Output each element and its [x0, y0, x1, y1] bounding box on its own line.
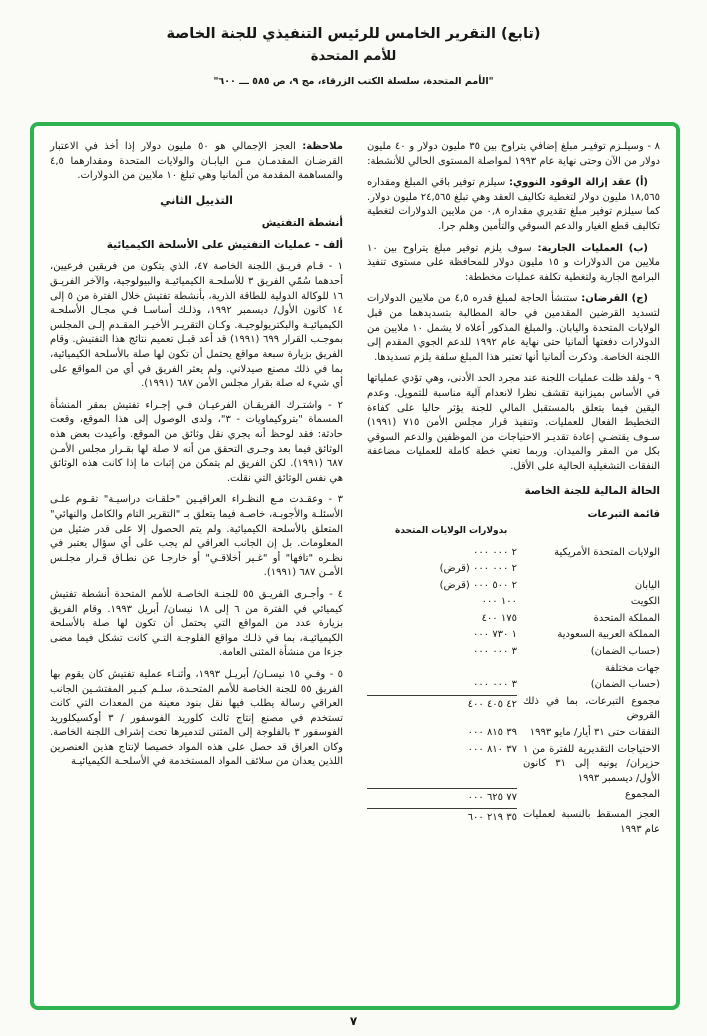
note-label: ملاحظة:	[302, 141, 343, 152]
contributor-label: المجموع	[625, 789, 660, 801]
funding-item-c: (ج)​ القرضان: ستنشأ الحاجة لمبلغ قدره ٤,٥ من ملايين الدولارات لتسديد القرضين المقدمين في حالة المطالبة بتسديدهما من قبل الولايات المتحدة واليابان. والمبلغ المذكور أعلاه لا يشمل ١٠ ملايين من الدولارات دفعتها ألمانيا حتى نهاية عام ١٩٩٢ للدعم الجوي المقدم إلى اللجنة الخاصة. وذكرت ألمانيا أنها تعتبر هذا المبلغ سلفة يلزم تسديدها.	[367, 293, 660, 363]
contributor-label: العجز المسقط بالنسبة لعمليات عام ١٩٩٣	[523, 809, 660, 835]
item-a-label: عقد إزالة الوقود النووي:	[508, 177, 632, 189]
funding-item-a: (أ)​ عقد إزالة الوقود النووي: سيلزم توفير باقي المبلغ ومقداره ١٨,٥٦٥ مليون دولار لتغطية تكاليف العقد وهي تبلغ ٢٤,٥٦٥ مليون دولار. كما سيلزم توفير مبلغ تقديري مقداره ٠,٨ من ملايين الدولارات لتغطية تكاليف قطع الغيار والدعم السوقي والتأمين وهلم جرا.	[367, 177, 660, 232]
note-text: العجز الإجمالي هو ٥٠ مليون دولار إذا أخذ في الاعتبار القرضـان المقدمـان مـن اليابـان والولايات المتحدة ومقدارهما ٤,٥ والمساهمة المقدمة من ألمانيا وهي تبلغ ١٠ ملايين من الدولارات.	[50, 141, 343, 182]
table-row	[367, 662, 660, 677]
amount-value: ٢ ٠٠٠ ٠٠٠ (قرض)	[439, 563, 517, 575]
document-header	[0, 0, 707, 87]
table-row	[367, 546, 660, 561]
para-8: ٨ - وسيلـزم توفيـر مبلغ إضافي يتراوح بين ٣٥ مليون دولار و ٤٠ مليون دولار من الآن وحتى نهاية عام ١٩٩٣ لمواصلة المستوى الحالي للأنشطة:	[367, 141, 661, 167]
item-c-text: ستنشأ الحاجة لمبلغ قدره ٤,٥ من ملايين الدولارات لتسديد القرضين المقدمين في حالة المطالبة بتسديدهما من قبل الولايات المتحدة واليابان. والمبلغ المذكور أعلاه لا يشمل ١٠ ملايين من الدولارات دفعتها ألمانيا حتى نهاية عام ١٩٩٢ للدعم الجوي المقدم إلى اللجنة الخاصة. وذكرت ألمانيا أنها تعتبر هذا المبلغ سلفة يلزم تسديدها.	[367, 293, 660, 363]
table-row	[367, 612, 660, 627]
contributor-label: اليابان	[634, 579, 660, 591]
item-c-marker: (ج)	[631, 293, 648, 305]
para-4: ٤ - وأجـرى الفريـق ٥٥ للجنـة الخاصـة للأمم المتحدة أنشطة تفتيش كيميائي في الفترة من ٦ إلى ١٨ نيسان/ أبريل ١٩٩٣. وقام الفريق بزيارة عدد من المواقع التي يحتمل أن تكون لها صلة بالأسلحة الكيميائيـة، بما في ذلـك مواقع الفلوجـة التـي كانت تشكل فيما مضى جزءا من منشأة المثنى العامة.	[50, 588, 344, 659]
table-row	[367, 678, 660, 693]
table-row	[367, 743, 660, 787]
amount-value: ٢ ٠٠٠ ٠٠٠	[473, 546, 517, 558]
section-a-heading: ألف - عمليات التفتيش على الأسلحة الكيميائية	[106, 239, 343, 252]
item-c-label: القرضان:	[581, 293, 628, 305]
para-1: ١ - قـام فريـق اللجنة الخاصة ٤٧، الذي يتكون من فريقين فرعيين، أحدهما سُمّي الفريق ٣ للأسلحـة الكيميائيـة والبيولوجية، والآخر الفريـق ١٦ للوكالة الدولية للطاقة الذرية، بأنشطة تفتيش خلال الفترة من ٥ إلى ١٤ كانون الأول/ ديسمبر ١٩٩٢، وذلـك أساسـا فـي مجـال الأسلحـة الكيميائيـة والبكتريولوجيـة. وكـان التقريـر الأخيـر المقـدم إلـى المجلس بموجـب القرار ٦٩٩ (١٩٩١) قد أعد قبـل تعميم نتائج هذا التفتيش. وقام الفريق بزيارة سبعة مواقع يحتمل أن تكون لها صلة بالأسلحة الكيميائية، بما في ذلك مصنع صيدلاني. ولم يعثر الفريق في أي من المواقع على أي شيء له صلة بقرار مجلس الأمن ٦٨٧ (١٩٩١).	[50, 261, 344, 390]
contributor-label: الاحتياجات التقديرية للفترة من ١ حزيران/ يونيه إلى ٣١ كانون الأول/ ديسمبر ١٩٩٣	[523, 743, 660, 784]
item-a-text: سيلزم توفير باقي المبلغ ومقداره ١٨,٥٦٥ مليون دولار لتغطية تكاليف العقد وهي تبلغ ٢٤,٥٦٥ مليون دولار. كما سيلزم توفير مبلغ تقديري مقداره ٠,٨ من ملايين الدولارات لتغطية تكاليف قطع الغيار والدعم السوقي والتأمين وهلم جرا.	[367, 177, 660, 232]
contributor-label: جهات مختلفة	[605, 662, 660, 674]
table-row-total	[367, 808, 660, 837]
contributions-table	[367, 508, 660, 837]
item-b-marker: (ب)	[628, 242, 648, 254]
table-row	[367, 595, 660, 610]
report-title-org: للأمم المتحدة	[310, 49, 397, 64]
table-row	[367, 562, 660, 577]
report-title: (تابع) التقرير الخامس للرئيس التنفيذي للجنة الخاصة	[166, 26, 541, 42]
appendix-heading: التذييل الثاني	[160, 193, 233, 207]
contributor-label: المملكة العربية السعودية	[557, 629, 660, 641]
amount-value: ٤٢ ٤٠٥ ٤٠٠	[367, 695, 517, 713]
item-b-label: العمليات الجارية:	[537, 242, 623, 254]
contributions-table-title: قائمة التبرعات	[587, 508, 660, 520]
source-citation: "الأمم المتحدة، سلسلة الكتب الزرقاء، مج ٩، ص ٥٨٥ ـــ ٦٠٠"	[213, 76, 494, 87]
amount-value: ٧٧ ٦٢٥ ٠٠٠	[367, 788, 517, 806]
document-footer	[0, 1010, 707, 1029]
column-left	[50, 140, 343, 998]
annotation-highlight-box	[30, 122, 680, 1010]
para-3: ٣ - وعقـدت مـع النظـراء العراقيـين "حلقـات دراسيـة" تقـوم علـى الأسئلـة والأجوبـة، خاصـة فيما يتعلق بـ "التقرير التام والكامل والنهائي" المتعلق بالأسلحة الكيميائية. ولم يتم الحصول إلا على قدر ضئيل من المعلومات. بل إن الجانب العراقي لم يجب على أي سؤال يعتبر في نظـره "تافها" أو "غـير أخلاقـي" أو خارجـا عن نطـاق قـرار مجلـس الأمـن ٦٨٧ (١٩٩١).	[50, 494, 343, 579]
two-column-text	[50, 140, 660, 998]
para-5: ٥ - وفـي ١٥ نيسـان/ أبريـل ١٩٩٣، وأثنـاء عملية تفتيش كان يقوم بها الفريق ٥٥ للجنة الخاصة للأمم المتحـدة، سلـم كبـير المفتشـين الجانب العراقي رسالة يطلب فيها نقل بنود معينة من المعدات التي كانت تستخدم في مصنع إنتاج ثالث كلوريد الفوسفور / ٣ أوكسيكلوريد الفوسفور ٣ بالفلوجة إلى المثنى لتدميرها تحت إشراف اللجنة الخاصة. وكان العراق قد حصل على هذه المواد خصيصا لإنتاج هذين العنصرين اللذين يعدان من سلائف المواد المستخدمة في الأسلحـة الكيميائيـة	[50, 668, 343, 768]
contributor-label: الولايات المتحدة الأمريكية	[554, 546, 660, 558]
contributor-label: مجموع التبرعات، بما في ذلك القروض	[523, 695, 660, 722]
table-row-total	[367, 788, 660, 806]
table-row	[367, 645, 660, 660]
amount-value: ١٧٥ ٤٠٠	[481, 612, 517, 624]
para-9: ٩ - ولقد ظلت عمليات اللجنة عند مجرد الحد الأدنى، وهي تؤدي عملياتها في الأساس بميزانية تقشف نظرا لانعدام آلية مناسبة للتمويل. وعدم اليقين فيما يتعلق بالمستقبل المالي للجنة يؤثر حاليا على كفاءة التخطيط الفعال للعمليات. وتنفيذ قرار مجلس الأمن ٧١٥ (١٩٩١) سـوف يقتضـي إعادة تقديـر الاحتياجات من الموظفين والدعم السوقي بكل من المقر والميدان. وربما تعني خطة كاملة للعمليات مضاعفة النفقات التشغيلية الحالية على الأقل.	[367, 373, 660, 472]
amount-value: ٣٥ ٢١٩ ٦٠٠	[367, 808, 517, 826]
table-row	[367, 579, 660, 594]
item-b-text: سوف يلزم توفير مبلغ يتراوح بين ١٠ ملايين من الدولارات و ١٥ مليون دولار للمحافظة على مستوى تنفيذ البرامج الجارية ولتغطية تكلفة عمليات مخططة:	[367, 242, 660, 283]
contributor-label: الكويت	[630, 596, 660, 608]
amount-value: ٣٧ ٨١٠ ٠٠٠	[467, 743, 517, 755]
contributor-label: المملكة المتحدة	[593, 612, 660, 624]
para-2: ٢ - واشتـرك الفريقـان الفرعيـان فـي إجـراء تفتيش بمقر المنشأة المسماة "بتروكيماويات - ٣"، ولدى الوصول إلى هذا الموقع، وقعت حادثة: فقد لوحظ أنه يجري نقل وثائق من الموقع. وأعيدت بعض هذه الوثائق فيما بعد وجـرى التحقق من أنه لا صلة لها بقـرار مجلس الأمـن ٦٨٧ (١٩٩١). لكن الفريق لم يتمكن من إثبات ما إذا كانت هذه الوثائق هي نفس الوثائق التي نقلت.	[50, 399, 343, 484]
currency-unit-note: بدولارات الولايات المتحدة	[395, 526, 508, 537]
funding-item-b: (ب)​ العمليات الجارية: سوف يلزم توفير مبلغ يتراوح بين ١٠ ملايين من الدولارات و ١٥ مليون دولار للمحافظة على مستوى تنفيذ البرامج الجارية ولتغطية تكلفة عمليات مخططة:	[367, 242, 660, 283]
amount-value: ٣ ٠٠٠ ٠٠٠	[473, 679, 517, 691]
amount-value: ٣ ٠٠٠ ٠٠٠	[473, 646, 517, 658]
contributor-label: (حساب الضمان)	[590, 646, 660, 658]
table-row-total	[367, 695, 660, 724]
table-row	[367, 628, 660, 643]
table-row	[367, 726, 660, 741]
financial-status-heading: الحالة المالية للجنة الخاصة	[524, 485, 660, 498]
page-number: ٧	[349, 1014, 358, 1028]
contributor-label: (حساب الضمان)	[590, 679, 660, 691]
amount-value: ٢ ٥٠٠ ٠٠٠ (قرض)	[439, 579, 517, 591]
item-a-marker: (أ)	[635, 177, 648, 189]
deficit-note	[50, 140, 343, 184]
inspection-activities-heading: أنشطة التفتيش	[261, 216, 343, 229]
contributor-label: النفقات حتى ٣١ أيار/ مايو ١٩٩٣	[529, 727, 660, 739]
amount-value: ١٠٠ ٠٠٠	[481, 596, 517, 608]
amount-value: ٣٩ ٨١٥ ٠٠٠	[467, 727, 517, 739]
amount-value: ١ ٧٣٠ ٠٠٠	[473, 629, 517, 641]
column-right	[367, 140, 660, 998]
